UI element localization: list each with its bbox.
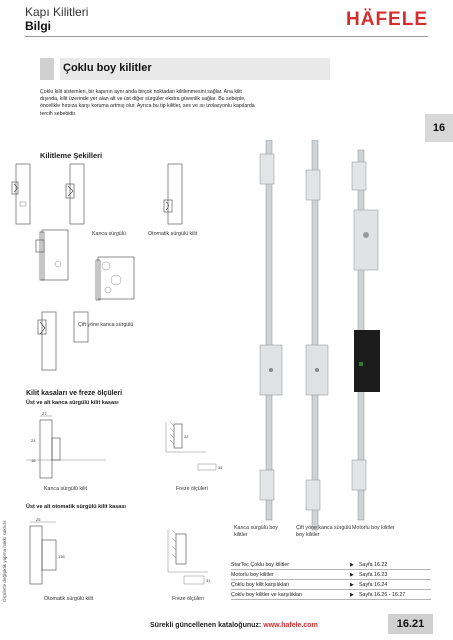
arrow-right-icon: ▶ bbox=[350, 592, 354, 598]
caption-motor-multi: Motorlu boy kilitler bbox=[352, 525, 395, 531]
lock-body-hook bbox=[36, 230, 68, 280]
cross-ref-row[interactable] bbox=[231, 570, 431, 580]
side-note bbox=[2, 512, 14, 602]
footer-url-link[interactable]: www.hafele.com bbox=[263, 622, 318, 629]
cross-ref-page: Sayfa 16.22 bbox=[359, 562, 388, 568]
dim-22: 22 bbox=[184, 434, 189, 439]
cross-reference-list bbox=[231, 560, 431, 600]
hook-multipoint-lock bbox=[260, 140, 282, 520]
arrow-right-icon: ▶ bbox=[350, 572, 354, 578]
label-milling-2: Freze ölçüleri bbox=[172, 596, 204, 602]
page-number: 16.21 bbox=[388, 614, 433, 634]
dim-16: 16 bbox=[31, 458, 36, 463]
strike-heading: Kilit kasaları ve freze ölçüleri bbox=[26, 390, 123, 397]
label-two-way-hook: Çift yöne kanca sürgülü bbox=[78, 322, 134, 328]
cross-ref-row[interactable] bbox=[231, 590, 431, 600]
dim-27: 27 bbox=[42, 412, 47, 416]
multipoint-locks-photo bbox=[250, 140, 400, 540]
lock-face-1 bbox=[12, 164, 30, 224]
cross-ref-page: Sayfa 16.26 - 16.27 bbox=[359, 592, 406, 598]
label-auto-strike: Otomatik sürgülü kilit bbox=[44, 596, 94, 602]
label-auto-bolt: Otomatik sürgülü kilit bbox=[148, 231, 198, 237]
header-divider bbox=[25, 36, 428, 37]
footer-label: Sürekli güncellenen kataloğunuz: bbox=[150, 622, 262, 629]
intro-paragraph: Çoklu kilit sistemleri, bir kapının aynı anda birçok noktadan kilitlenmesini sağlar. Ana kilit dışında, kilit üzerinde yer alan alt ve üst diğer sürgüler ekstra güvenlik sağlar. Bu sebeple, öncelikle hırsıza karşı koruma artmış olur. Ayrıca bu tip kilitler, ses ve ısı izolasyonlu kapılarda tercih sebebidir. bbox=[40, 89, 255, 117]
strike-subheading: Üst ve alt kanca sürgülü kilit kasası bbox=[26, 400, 119, 406]
dim-31: 31 bbox=[206, 578, 211, 583]
header-category: Kapı Kilitleri bbox=[25, 5, 89, 19]
arrow-right-icon: ▶ bbox=[350, 562, 354, 568]
chapter-tab[interactable]: 16 bbox=[425, 114, 453, 142]
cross-ref-title: Çoklu boy kilitler ve karşılıkları bbox=[231, 592, 303, 598]
section-title: Çoklu boy kilitler bbox=[60, 58, 330, 80]
auto-strike-drawing bbox=[26, 516, 226, 590]
hafele-logo bbox=[346, 7, 428, 29]
dim-25: 25 bbox=[36, 517, 41, 522]
lock-face-3 bbox=[164, 164, 182, 224]
two-way-multipoint-lock bbox=[306, 140, 328, 530]
cross-ref-title: Motorlu boy kilitler bbox=[231, 572, 274, 578]
lock-face-2 bbox=[66, 164, 84, 224]
label-milling: Freze ölçüleri bbox=[176, 486, 208, 492]
footer-text bbox=[150, 622, 318, 629]
cross-ref-title: Çoklu boy kilit karşılıkları bbox=[231, 582, 290, 588]
header-subcategory: Bilgi bbox=[25, 19, 51, 33]
caption-two-way-multi: Çift yöne kanca sürgülü boy kilitler bbox=[296, 525, 352, 538]
label-hook-bolt: Kanca sürgülü bbox=[92, 231, 126, 237]
lock-face-bottom bbox=[38, 312, 56, 370]
cross-ref-page: Sayfa 16.23 bbox=[359, 572, 388, 578]
dim-136: 136 bbox=[58, 554, 65, 559]
cross-ref-row[interactable] bbox=[231, 560, 431, 570]
lock-body-two-way bbox=[96, 257, 134, 300]
label-hook-strike: Kanca sürgülü kilit bbox=[44, 486, 87, 492]
section-title-marker bbox=[40, 58, 54, 80]
cross-ref-page: Sayfa 16.24 bbox=[359, 582, 388, 588]
dim-24: 24 bbox=[31, 438, 36, 443]
cross-ref-title: StarTec Çoklu boy kilitler bbox=[231, 562, 289, 568]
dim-34: 34 bbox=[218, 465, 223, 470]
brand-name: HÄFELE bbox=[346, 9, 428, 29]
caption-hook-multi: Kanca sürgülü boy kilitler bbox=[234, 525, 278, 538]
lock-types-heading: Kilitleme Şekilleri bbox=[40, 151, 103, 160]
auto-strike-heading: Üst ve alt otomatik sürgülü kilit kasası bbox=[26, 504, 126, 510]
motor-multipoint-lock bbox=[352, 150, 380, 520]
side-note-text: Ölçülerle değişiklik yapma hakkı saklıdır. bbox=[2, 519, 7, 602]
cross-ref-row[interactable] bbox=[231, 580, 431, 590]
hook-strike-drawing bbox=[26, 412, 226, 482]
lock-types-illustration bbox=[10, 162, 225, 382]
arrow-right-icon: ▶ bbox=[350, 582, 354, 588]
